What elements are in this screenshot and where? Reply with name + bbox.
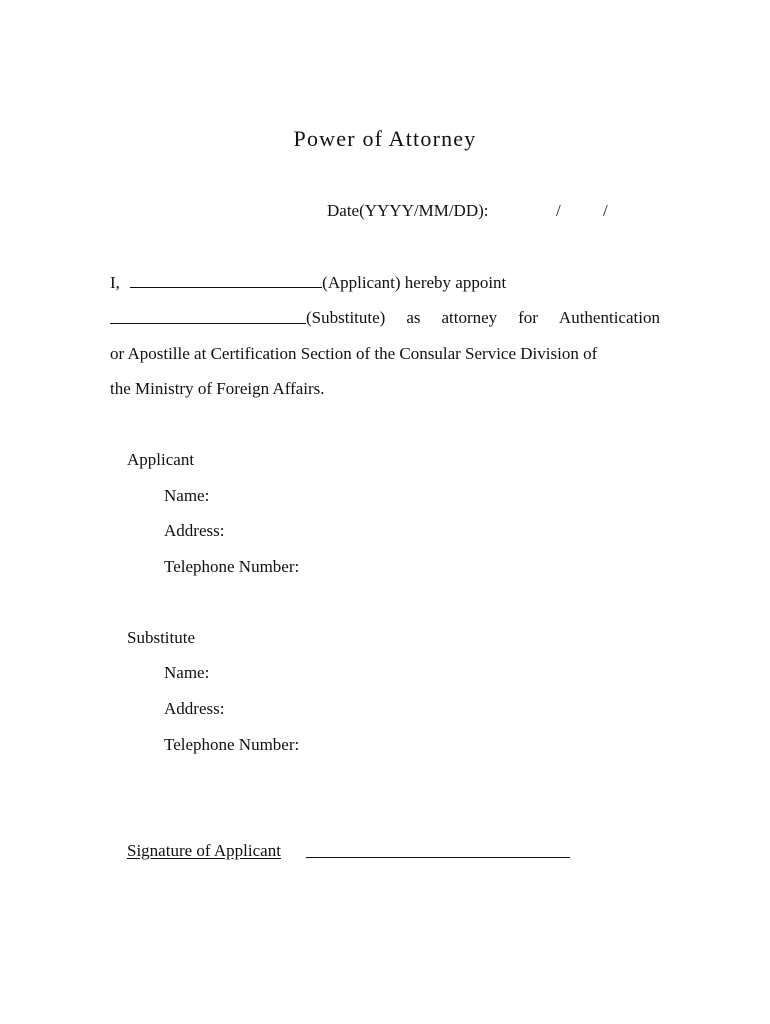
word-as: as: [406, 308, 421, 327]
paragraph-line-4: the Ministry of Foreign Affairs.: [110, 379, 325, 398]
word-authentication: Authentication: [558, 308, 660, 327]
signature-line[interactable]: [306, 857, 570, 858]
word-attorney: attorney: [441, 308, 498, 327]
paragraph-prefix: I,: [110, 273, 120, 292]
document-title: Power of Attorney: [293, 126, 477, 151]
applicant-heading: Applicant: [127, 450, 195, 469]
date-separator-2: /: [603, 201, 608, 220]
substitute-address-label: Address:: [164, 699, 225, 718]
paragraph-line-1: [110, 273, 506, 293]
paragraph-line-2: [110, 308, 660, 328]
applicant-blank[interactable]: [130, 286, 322, 288]
substitute-heading: Substitute: [127, 628, 196, 647]
paragraph-substitute-words: [306, 308, 660, 328]
applicant-phone-label: Telephone Number:: [164, 557, 300, 576]
paragraph-applicant-suffix: (Applicant) hereby appoint: [322, 273, 507, 292]
date-label: Date(YYYY/MM/DD):: [327, 201, 489, 220]
substitute-blank[interactable]: [110, 322, 306, 324]
applicant-name-label: Name:: [164, 486, 210, 505]
applicant-address-label: Address:: [164, 521, 225, 540]
substitute-name-label: Name:: [164, 663, 210, 682]
signature-label: Signature of Applicant: [127, 841, 281, 860]
word-substitute: (Substitute): [306, 308, 386, 327]
paragraph-line-3: or Apostille at Certification Section of the Consular Service Division of: [110, 344, 598, 363]
date-separator-1: /: [556, 201, 561, 220]
substitute-phone-label: Telephone Number:: [164, 735, 300, 754]
word-for: for: [518, 308, 538, 327]
